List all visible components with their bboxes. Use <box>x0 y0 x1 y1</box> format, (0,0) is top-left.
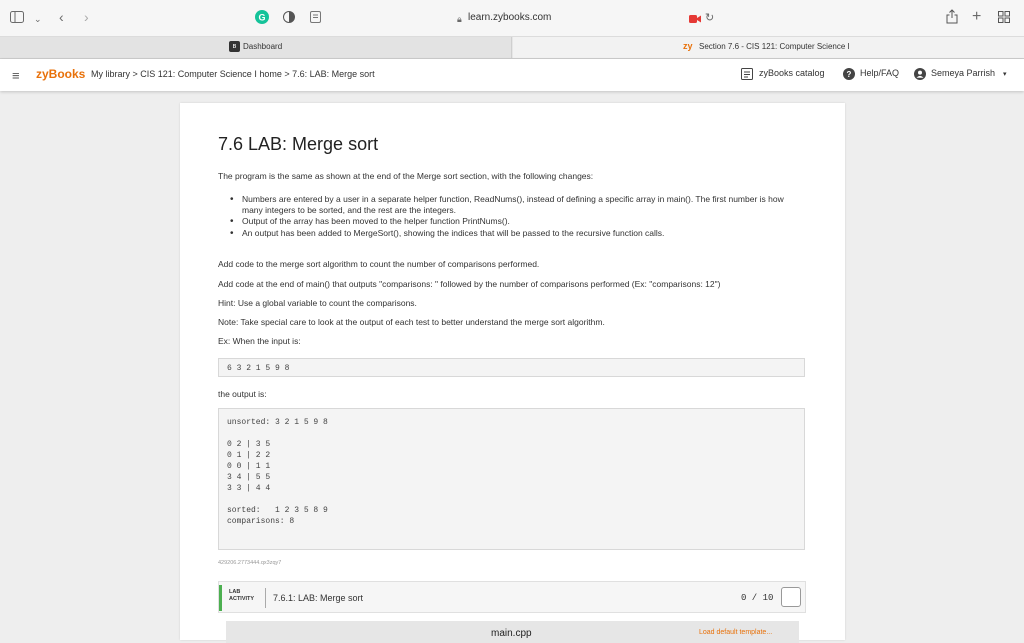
user-avatar-icon[interactable] <box>914 67 926 79</box>
tab-dashboard[interactable] <box>0 37 512 58</box>
svg-text:G: G <box>258 12 266 23</box>
privacy-shield-icon[interactable] <box>283 10 295 26</box>
lock-icon: 🔒︎ <box>457 14 462 24</box>
code-line: 3 3 | 4 4 <box>227 484 271 493</box>
sidebar-toggle-icon[interactable] <box>10 11 24 25</box>
changes-list <box>228 194 788 239</box>
tab-label: Section 7.6 - CIS 121: Computer Science I <box>699 42 850 51</box>
zybooks-logo[interactable]: zyBooks <box>36 67 86 81</box>
instruction-text: Add code at the end of main() that outputs "comparisons: " followed by the number of comparisons performed (Ex: "comparisons: 12") <box>218 279 721 289</box>
intro-text: The program is the same as shown at the end of the Merge sort section, with the following changes: <box>218 171 594 181</box>
input-example <box>218 358 805 377</box>
note-text: Note: Take special care to look at the output of each test to better understand the merge sort algorithm. <box>218 317 605 327</box>
tab-label: Dashboard <box>243 42 283 51</box>
grammarly-icon[interactable] <box>255 10 269 26</box>
catalog-link[interactable]: zyBooks catalog <box>759 68 825 78</box>
lab-score: 0 / 10 <box>741 593 774 603</box>
chevron-down-icon[interactable]: ▾ <box>1003 71 1007 78</box>
reader-icon[interactable] <box>310 11 321 25</box>
hamburger-menu-icon[interactable]: ≡ <box>12 68 20 83</box>
output-label: the output is: <box>218 389 267 399</box>
tab-overview-icon[interactable] <box>998 11 1010 25</box>
lab-activity-badge <box>229 589 254 603</box>
address-bar[interactable]: learn.zybooks.com <box>468 12 552 23</box>
code-line: 6 3 2 1 5 9 8 <box>227 364 290 373</box>
completion-checkbox <box>781 587 801 607</box>
badge-line: LAB <box>229 589 241 595</box>
help-link[interactable]: Help/FAQ <box>860 68 900 78</box>
file-name: main.cpp <box>491 628 532 639</box>
tab-strip <box>0 37 1024 59</box>
activity-id: 429206.2773444.qx3zqy7 <box>218 560 282 566</box>
content-card <box>180 103 845 640</box>
tab-section[interactable] <box>513 37 1024 58</box>
code-line: 0 0 | 1 1 <box>227 462 271 471</box>
breadcrumb[interactable]: My library > CIS 121: Computer Science I home > 7.6: LAB: Merge sort <box>91 69 375 79</box>
code-line: sorted: 1 2 3 5 8 9 <box>227 506 328 515</box>
code-line: 0 1 | 2 2 <box>227 451 271 460</box>
code-line <box>227 494 796 505</box>
forward-icon[interactable]: › <box>84 9 89 25</box>
code-line: comparisons: 8 <box>227 517 295 526</box>
dashboard-favicon-icon: ʙ <box>229 41 240 52</box>
code-line <box>227 428 796 439</box>
hint-text: Hint: Use a global variable to count the comparisons. <box>218 298 417 308</box>
zybooks-header <box>0 59 1024 91</box>
badge-line: ACTIVITY <box>229 596 255 602</box>
instruction-text: Add code to the merge sort algorithm to count the number of comparisons performed. <box>218 259 540 269</box>
lab-title: 7.6.1: LAB: Merge sort <box>273 593 364 603</box>
code-line: unsorted: 3 2 1 5 9 8 <box>227 418 328 427</box>
example-label: Ex: When the input is: <box>218 336 301 346</box>
chevron-down-icon[interactable]: ⌄ <box>34 14 42 24</box>
svg-text:?: ? <box>846 70 852 79</box>
code-line: 3 4 | 5 5 <box>227 473 271 482</box>
divider <box>265 588 266 608</box>
lab-activity-header <box>218 581 806 613</box>
code-line: 0 2 | 3 5 <box>227 440 271 449</box>
help-icon[interactable] <box>843 67 855 79</box>
back-icon[interactable]: ‹ <box>59 9 64 25</box>
zybooks-favicon-icon: zy <box>683 41 693 51</box>
output-example <box>218 408 805 550</box>
load-template-link[interactable]: Load default template... <box>699 629 773 636</box>
lab-accent-bar <box>219 585 222 611</box>
page-title: 7.6 LAB: Merge sort <box>218 134 379 154</box>
reload-icon[interactable]: ↻ <box>705 12 715 24</box>
list-item: • Numbers are entered by a user in a separate helper function, ReadNums(), instead of defining a specific array in main(). The first number is how many integers to be sorted, and the rest are the integers. <box>228 194 788 216</box>
recording-icon[interactable] <box>689 12 701 26</box>
user-menu[interactable]: Semeya Parrish <box>931 68 996 78</box>
list-item: • Output of the array has been moved to the helper function PrintNums(). <box>228 216 788 227</box>
new-tab-icon[interactable]: + <box>972 8 982 25</box>
share-icon[interactable] <box>946 9 958 26</box>
catalog-icon[interactable] <box>741 67 753 79</box>
browser-toolbar <box>0 0 1024 37</box>
list-item: • An output has been added to MergeSort(), showing the indices that will be passed to the recursive function calls. <box>228 228 788 239</box>
